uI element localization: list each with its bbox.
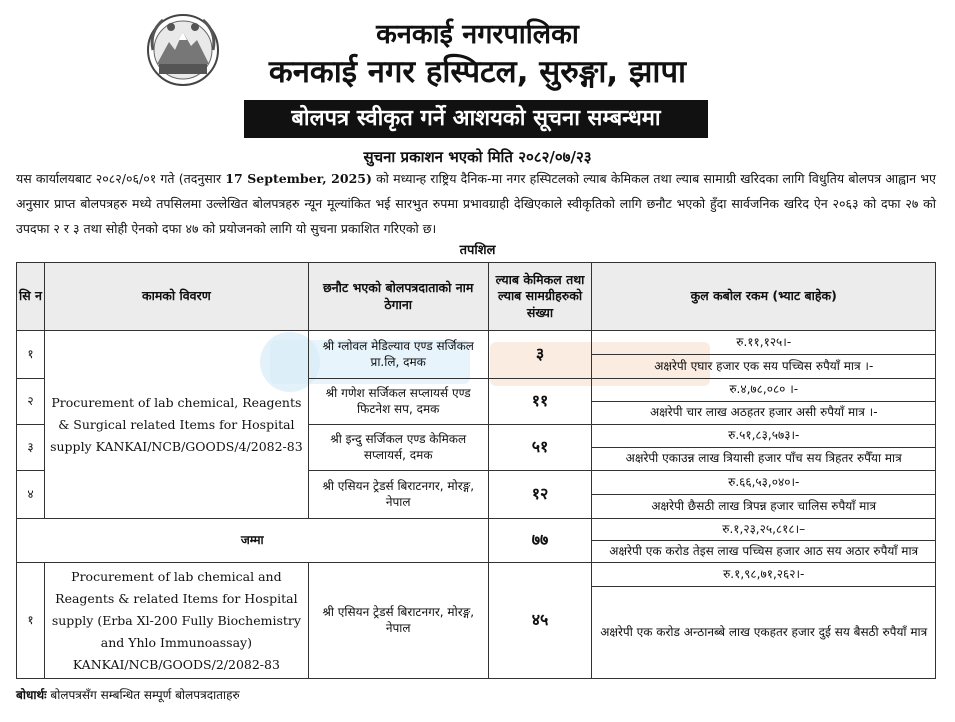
row3-words: अक्षरेपी एकाउन्न लाख त्रियासी हजार पाँच सय त्रिहतर रुपैँया मात्र <box>592 448 936 471</box>
publication-date: सुचना प्रकाशन भएको मिति २०८२/०७/२३ <box>363 148 592 166</box>
row1-bidder: श्री ग्लोवल मेडिल्याव एण्ड सर्जिकल प्रा.लि, दमक <box>308 331 488 379</box>
group2-description: Procurement of lab chemical and Reagents & related Items for Hospital supply (Erba Xl-200 Fully Biochemistry and Yhlo Immunoassay) KANKAI/NCB/GOODS/2/2082-83 <box>44 563 308 679</box>
intro-date-en: 17 September, 2025 <box>225 171 366 186</box>
row3-amount: रु.५१,८३,५७३।- <box>592 425 936 448</box>
row2-count: ११ <box>488 379 592 425</box>
row4-amount: रु.६६,५३,०४०।- <box>592 471 936 495</box>
schedule-title: तपशिल <box>459 243 496 258</box>
intro-paragraph: यस कार्यालयबाट २०८२/०६/०१ गते (तदनुसार 17 September, 2025) को मध्यान्ह राष्ट्रिय दैनिक-मा नगर हस्पिटलको ल्याब केमिकल तथा ल्याब सामाग्री खरिदका लागि विधुतिय बोलपत्र आह्वान भए अनुसार प्राप्त बोलपत्रहरु मध्ये तपसिलमा उल्लेखित बोलपत्रहरु न्यून मूल्यांकित भई सारभुत रुपमा प्रभावग्राही देखिएकाले स्वीकृतिको लागि छनौट भएको हुँदा सार्वजनिक खरिद ऐन २०६३ को दफा २७ को उपदफा २ र ३ तथा सोही ऐनको दफा ४७ को प्रयोजनको लागि यो सुचना प्रकाशित गरिएको छ। <box>16 171 936 236</box>
group2-sn: १ <box>17 563 45 679</box>
header-bidder: छनौट भएको बोलपत्रदाताको नाम ठेगाना <box>308 263 488 331</box>
row4-bidder: श्री एसियन ट्रेडर्स बिराटनगर, मोरङ्ग, नेपाल <box>308 471 488 519</box>
intro-part1: यस कार्यालयबाट २०८२/०६/०१ गते (तदनुसार <box>16 171 222 186</box>
row4-words: अक्षरेपी छैसठी लाख त्रिपन्न हजार चालिस रुपैयाँ मात्र <box>592 495 936 519</box>
row4-count: १२ <box>488 471 592 519</box>
municipality-name: कनकाई नगरपालिका <box>376 19 579 50</box>
group2-words: अक्षरेपी एक करोड अन्ठानब्बे लाख एकहतर हजार दुई सय बैसठी रुपैयाँ मात्र <box>592 587 936 679</box>
row4-sn: ४ <box>17 471 45 519</box>
header-count: ल्याब केमिकल तथा ल्याब सामग्रीहरुको संख्या <box>488 263 592 331</box>
notice-subject: बोलपत्र स्वीकृत गर्ने आशयको सूचना सम्बन्धमा <box>244 100 708 138</box>
total-label: जम्मा <box>17 519 489 563</box>
row3-count: ५१ <box>488 425 592 471</box>
row1-amount: रु.११,१२५।- <box>592 331 936 355</box>
row3-bidder: श्री इन्दु सर्जिकल एण्ड केमिकल सप्लायर्स, दमक <box>308 425 488 471</box>
group2-amount: रु.१,९८,७१,२६२।- <box>592 563 936 587</box>
total-count: ७७ <box>488 519 592 563</box>
header-amount: कुल कबोल रकम (भ्याट बाहेक) <box>592 263 936 331</box>
footnote <box>16 686 240 703</box>
row3-sn: ३ <box>17 425 45 471</box>
intro-part2: को मध्यान्ह राष्ट्रिय दैनिक-मा नगर हस्पिटलको ल्याब केमिकल तथा ल्याब सामाग्री खरिदका लागि विधुतिय बोलपत्र आह्वान भए अनुसार प्राप्त बोलपत्रहरु मध्ये तपसिलमा उल्लेखित बोलपत्रहरु न्यून मूल्यांकित भई सारभुत रुपमा प्रभावग्राही देखिएकाले स्वीकृतिको लागि छनौट भएको हुँदा सार्वजनिक खरिद ऐन २०६३ को दफा २७ को उपदफा २ र ३ तथा सोही ऐनको दफा ४७ को प्रयोजनको लागि यो सुचना प्रकाशित गरिएको छ। <box>16 171 936 236</box>
group2-bidder: श्री एसियन ट्रेडर्स बिराटनगर, मोरङ्ग, नेपाल <box>308 563 488 679</box>
header-sn: सि न <box>17 263 45 331</box>
header-description: कामको विवरण <box>44 263 308 331</box>
row2-words: अक्षरेपी चार लाख अठहतर हजार असी रुपैयाँ मात्र ।- <box>592 402 936 425</box>
footnote-text: बोलपत्रसँग सम्बन्धित सम्पूर्ण बोलपत्रदाताहरु <box>50 688 240 702</box>
row1-sn: १ <box>17 331 45 379</box>
group1-description: Procurement of lab chemical, Reagents & Surgical related Items for Hospital supply KANKAI/NCB/GOODS/4/2082-83 <box>44 331 308 519</box>
row1-count: ३ <box>488 331 592 379</box>
row2-bidder: श्री गणेश सर्जिकल सप्लायर्स एण्ड फिटनेश सप, दमक <box>308 379 488 425</box>
row2-amount: रु.४,७८,०८० ।- <box>592 379 936 402</box>
hospital-name: कनकाई नगर हस्पिटल, सुरुङ्गा, झापा <box>268 54 687 90</box>
row1-words: अक्षरेपी एघार हजार एक सय पच्चिस रुपैयाँ मात्र ।- <box>592 355 936 379</box>
footnote-label: बोधार्थः <box>16 688 47 702</box>
row2-sn: २ <box>17 379 45 425</box>
total-words: अक्षरेपी एक करोड तेइस लाख पच्चिस हजार आठ सय अठार रुपैयाँ मात्र <box>592 541 936 563</box>
award-table <box>16 262 936 679</box>
group2-count: ४५ <box>488 563 592 679</box>
total-amount: रु.१,२३,२५,८१८।– <box>592 519 936 541</box>
